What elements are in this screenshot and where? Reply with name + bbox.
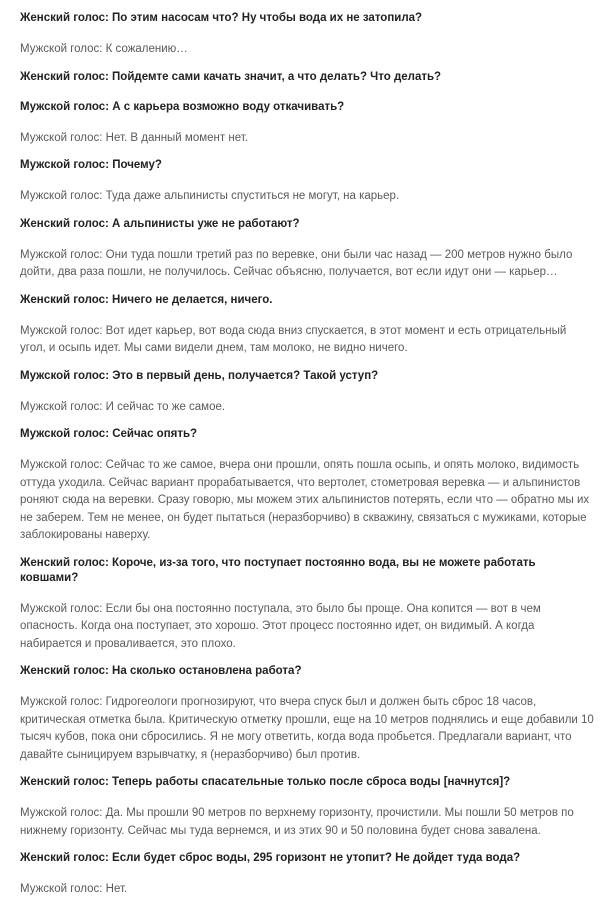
question-paragraph: Мужской голос: Почему? — [20, 159, 162, 171]
answer-paragraph: Мужской голос: И сейчас то же самое. — [20, 400, 226, 413]
question-paragraph: Мужской голос: Сейчас опять? — [20, 428, 198, 440]
answer-paragraph: Мужской голос: Если бы она постоянно поступала, это было бы проще. Она копится — вот в чем опасность. Когда она поступает, это хорошо. Этот процесс постоянно идет, он видимый. А когда набирается и проваливается, это плохо. — [20, 602, 541, 650]
question-paragraph: Женский голос: Ничего не делается, ничего. — [20, 293, 273, 306]
answer-paragraph: Мужской голос: Вот идет карьер, вот вода сюда вниз спускается, в этот момент и есть отрицательный угол, и осыпь идет. Мы сами видели днем, там молоко, не видно ничего. — [20, 324, 567, 354]
answer-paragraph: Мужской голос: Нет. — [20, 883, 128, 895]
question-paragraph: Женский голос: Теперь работы спасательные только после сброса воды [начнутся]? — [20, 776, 511, 788]
answer-paragraph: Мужской голос: Они туда пошли третий раз по веревке, они были час назад — 200 метров нужно было дойти, два раза пошли, не получилось. Сейчас объясню, получается, вот если идут они — карьер… — [20, 248, 573, 278]
question-paragraph: Женский голос: Пойдемте сами качать значит, а что делать? Что делать? — [20, 70, 442, 83]
answer-paragraph: Мужской голос: Гидрогеологи прогнозируют, что вчера спуск был и должен быть сброс 18 часов, критическая отметка была. Критическую отметку прошли, еще на 10 метров поднялись и еще добавили 10 тысяч кубов, пока они сбросились. Я не могу ответить, когда вода пробьется. Предлагали вариант, что давайте сыницируем взрывчатку, я (неразборчиво) был против. — [20, 696, 594, 761]
answer-paragraph: Мужской голос: Сейчас то же самое, вчера они прошли, опять пошла осыпь, и опять молоко, видимость оттуда уходила. Сейчас вариант прорабатывается, что вертолет, стометровая веревка — и альпинистов роняют сюда на веревки. Сразу говорю, мы можем этих альпинистов потерять, если что — обратно мы их не заберем. Тем не менее, он будет пытаться (неразборчиво) в скважину, связаться с мужиками, которые заблокированы наверху. — [20, 459, 590, 541]
question-paragraph: Женский голос: По этим насосам что? Ну чтобы вода их не затопила? — [20, 12, 423, 24]
question-paragraph: Женский голос: Если будет сброс воды, 295 горизонт не утопит? Не дойдет туда вода? — [20, 852, 521, 864]
question-paragraph: Женский голос: А альпинисты уже не работают? — [20, 217, 300, 230]
question-paragraph: Женский голос: Короче, из-за того, что поступает постоянно вода, вы не можете работать ковшами? — [20, 556, 536, 584]
question-paragraph: Женский голос: На сколько остановлена работа? — [20, 665, 302, 677]
answer-paragraph: Мужской голос: Туда даже альпинисты спуститься не могут, на карьер. — [20, 190, 400, 202]
answer-paragraph: Мужской голос: Нет. В данный момент нет. — [20, 131, 248, 144]
answer-paragraph: Мужской голос: К сожалению… — [20, 43, 188, 55]
question-paragraph: Мужской голос: Это в первый день, получается? Такой уступ? — [20, 369, 379, 382]
answer-paragraph: Мужской голос: Да. Мы прошли 90 метров по верхнему горизонту, прочистили. Мы пошли 50 метров по нижнему горизонту. Сейчас мы туда вернемся, и из этих 90 и 50 половина будет снова завалена. — [20, 807, 574, 837]
question-paragraph: Мужской голос: А с карьера возможно воду откачивать? — [20, 100, 345, 113]
